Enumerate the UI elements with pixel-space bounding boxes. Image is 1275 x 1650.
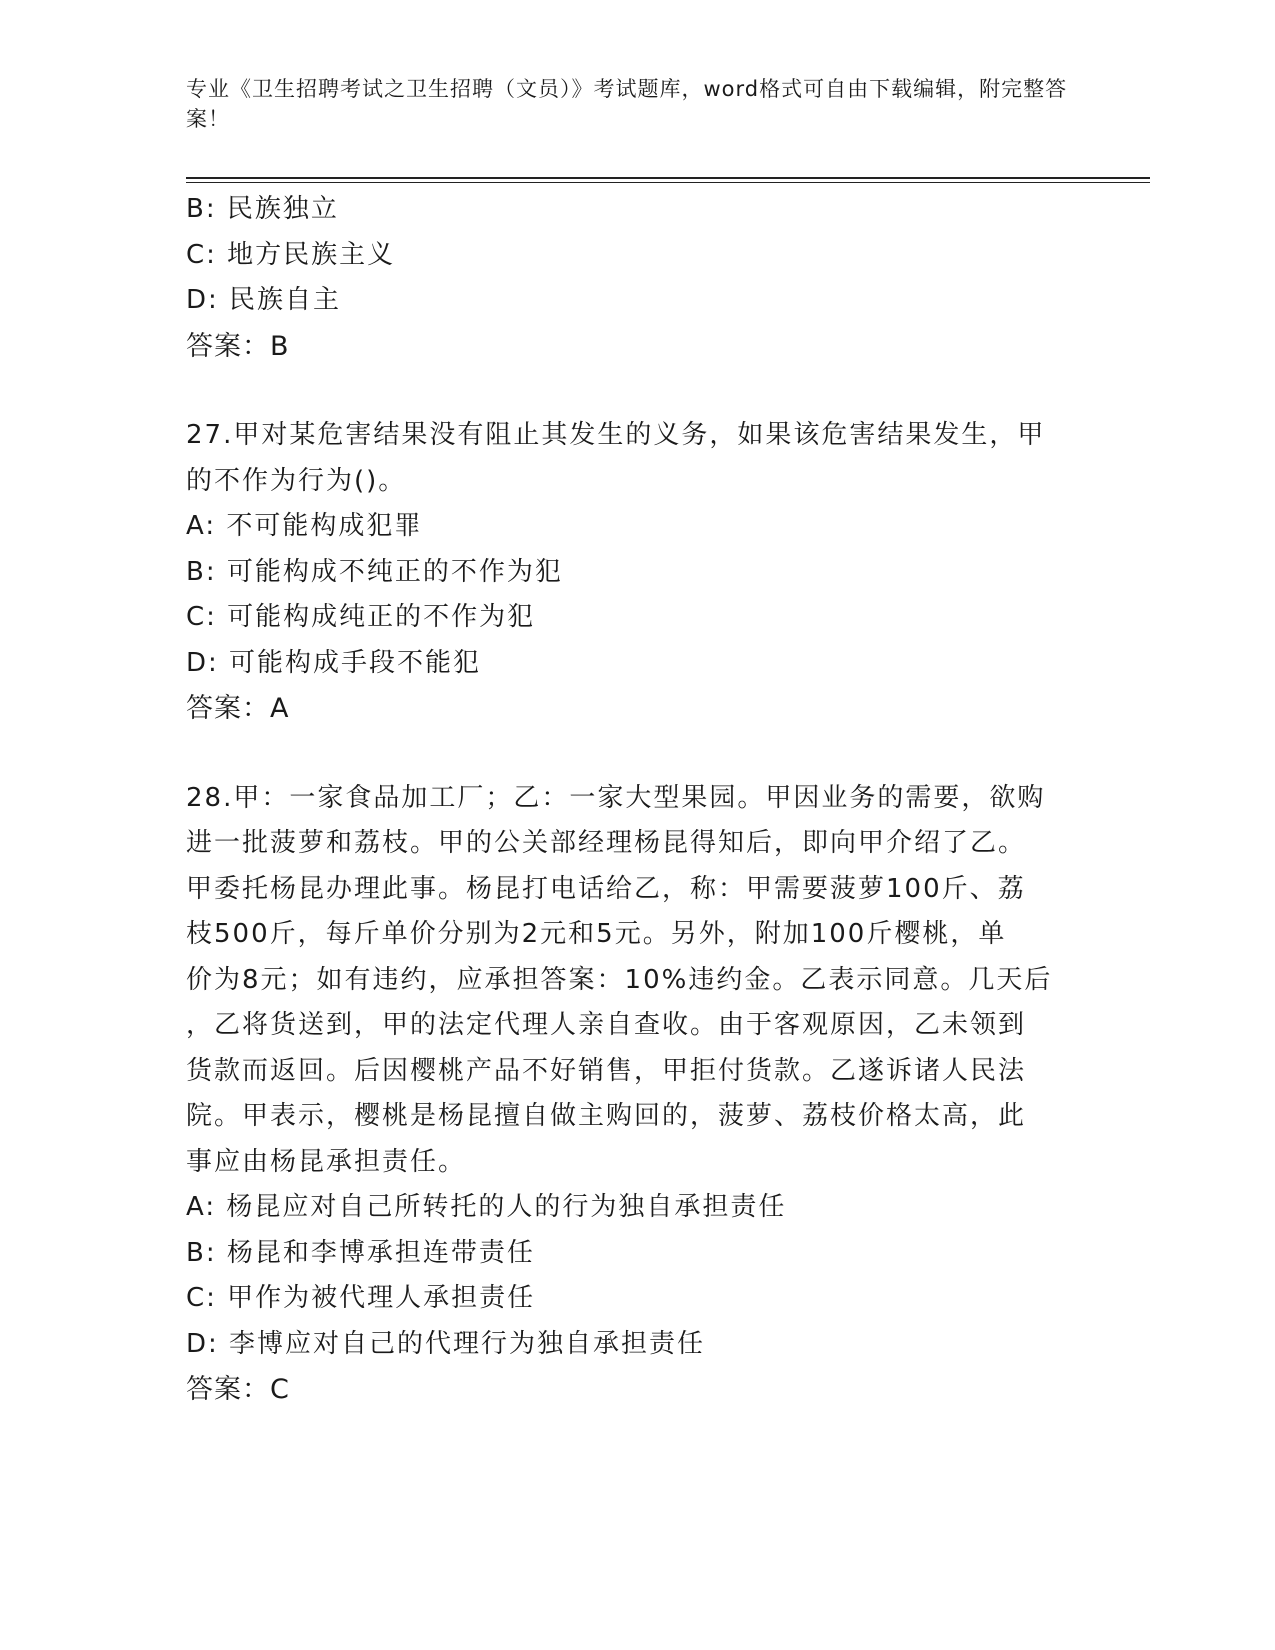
question-28-stem-line: 进一批菠萝和荔枝。甲的公关部经理杨昆得知后，即向甲介绍了乙。 [186, 828, 1027, 858]
option-c: C: 地方民族主义 [186, 239, 396, 270]
option-c: C: 甲作为被代理人承担责任 [186, 1283, 536, 1313]
question-28-stem-line: 枝500斤，每斤单价分别为2元和5元。另外，附加100斤樱桃，单 [186, 919, 1007, 949]
question-28 [186, 776, 1086, 1368]
question-28-stem-line: 甲委托杨昆办理此事。杨昆打电话给乙，称：甲需要菠萝100斤、荔 [186, 873, 1026, 904]
question-27-stem-line-2: 的不作为行为()。 [186, 465, 407, 496]
option-d: D: 民族自主 [186, 285, 342, 315]
question-28-stem-line: 事应由杨昆承担责任。 [186, 1146, 467, 1177]
document-body [186, 187, 1086, 1413]
question-26-options [186, 187, 1086, 324]
spacer [186, 369, 1086, 413]
question-28-stem-line: 货款而返回。后因樱桃产品不好销售，甲拒付货款。乙遂诉诸人民法 [186, 1055, 1027, 1086]
document-header: 专业《卫生招聘考试之卫生招聘（文员）》考试题库，word格式可自由下载编辑，附完整答案！ [186, 77, 1068, 131]
question-27-stem-line-1: 27.甲对某危害结果没有阻止其发生的义务，如果该危害结果发生，甲 [186, 420, 1046, 450]
answer-26: 答案：B [186, 330, 290, 362]
option-b: B: 民族独立 [186, 194, 339, 224]
header-rule-thin [186, 182, 1150, 183]
answer-27: 答案：A [186, 693, 290, 724]
option-d: D: 可能构成手段不能犯 [186, 647, 482, 678]
question-28-stem-line: ，乙将货送到，甲的法定代理人亲自查收。由于客观原因，乙未领到 [186, 1010, 1027, 1040]
option-b: B: 杨昆和李博承担连带责任 [186, 1237, 535, 1268]
spacer [186, 732, 1086, 776]
header-rule-thick [186, 177, 1150, 179]
question-28-stem-line: 价为8元；如有违约，应承担答案：10%违约金。乙表示同意。几天后 [186, 964, 1053, 995]
answer-28: 答案：C [186, 1374, 290, 1405]
option-d: D: 李博应对自己的代理行为独自承担责任 [186, 1328, 706, 1359]
option-a: A: 杨昆应对自己所转托的人的行为独自承担责任 [186, 1192, 787, 1222]
question-28-stem-line: 28.甲：一家食品加工厂；乙：一家大型果园。甲因业务的需要，欲购 [186, 782, 1046, 813]
option-b: B: 可能构成不纯正的不作为犯 [186, 556, 563, 587]
option-c: C: 可能构成纯正的不作为犯 [186, 602, 536, 632]
question-27 [186, 413, 1086, 686]
question-28-stem-line: 院。甲表示，樱桃是杨昆擅自做主购回的，菠萝、荔枝价格太高，此 [186, 1101, 1027, 1131]
option-a: A: 不可能构成犯罪 [186, 511, 423, 541]
